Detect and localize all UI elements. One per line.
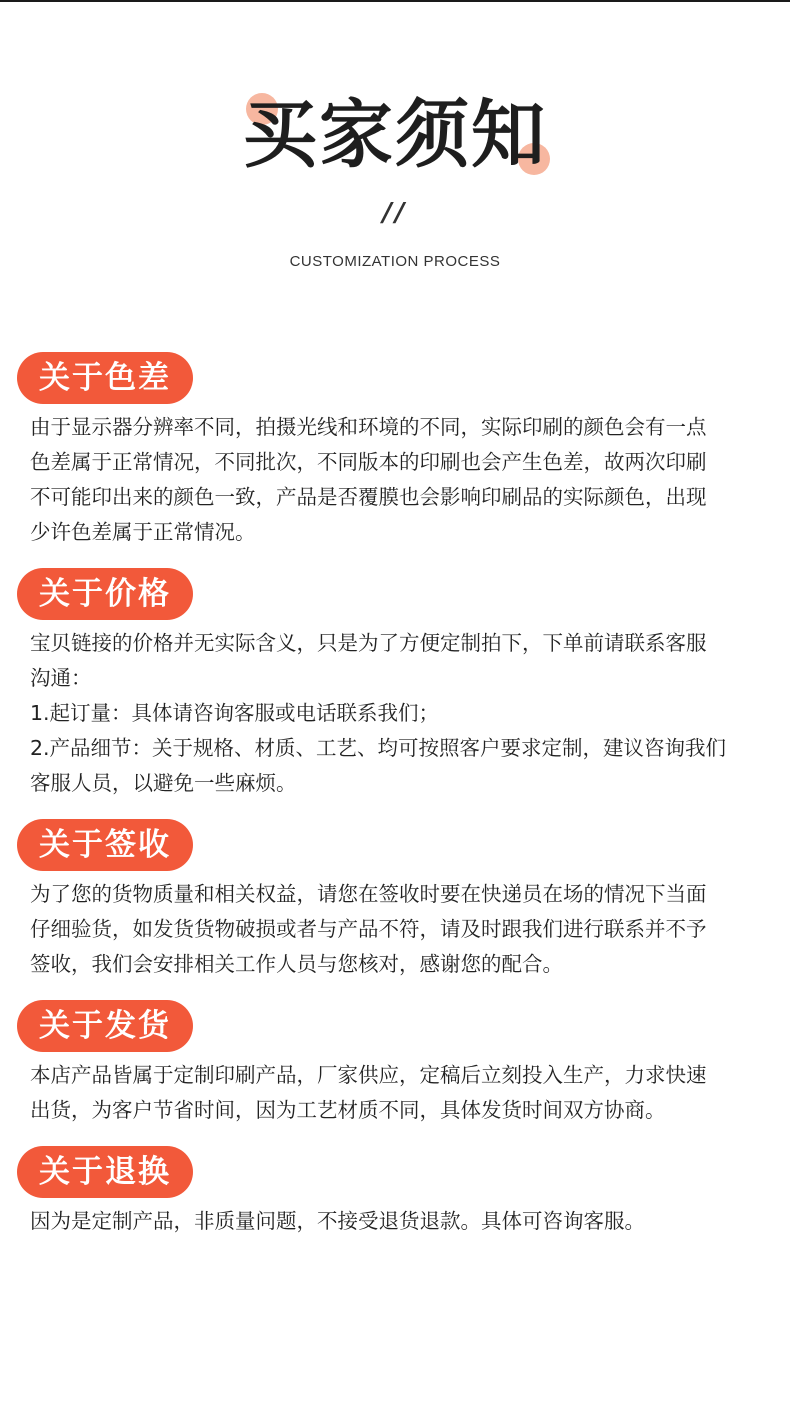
section-text-line: 客服人员，以避免一些麻烦。 (30, 771, 297, 795)
section-text-line: 色差属于正常情况，不同批次，不同版本的印刷也会产生色差，故两次印刷 (30, 450, 707, 474)
section-text-line: 本店产品皆属于定制印刷产品，厂家供应，定稿后立刻投入生产，力求快速 (30, 1063, 707, 1087)
section-body (30, 410, 778, 550)
section-body (30, 877, 778, 982)
section-text-line: 签收，我们会安排相关工作人员与您核对，感谢您的配合。 (30, 952, 563, 976)
section-color-difference (0, 352, 790, 550)
section-text-line: 不可能印出来的颜色一致，产品是否覆膜也会影响印刷品的实际颜色，出现 (30, 485, 707, 509)
section-text-line: 1.起订量：具体请咨询客服或电话联系我们； (30, 701, 440, 725)
section-badge: 关于签收 (17, 819, 193, 871)
notice-sections (0, 352, 790, 1257)
title-divider: // (382, 198, 408, 228)
section-text-line: 2.产品细节：关于规格、材质、工艺、均可按照客户要求定制，建议咨询我们 (30, 736, 727, 760)
page-subtitle: CUSTOMIZATION PROCESS (289, 253, 501, 270)
section-text-line: 出货，为客户节省时间，因为工艺材质不同，具体发货时间双方协商。 (30, 1098, 666, 1122)
page-title: 买家须知 (243, 92, 547, 178)
section-price (0, 568, 790, 801)
section-text-line: 因为是定制产品，非质量问题，不接受退货退款。具体可咨询客服。 (30, 1209, 645, 1233)
section-text-line: 沟通： (30, 666, 92, 690)
section-badge: 关于发货 (17, 1000, 193, 1052)
section-badge: 关于价格 (17, 568, 193, 620)
section-text-line: 为了您的货物质量和相关权益，请您在签收时要在快递员在场的情况下当面 (30, 882, 707, 906)
section-text-line: 仔细验货，如发货货物破损或者与产品不符，请及时跟我们进行联系并不予 (30, 917, 707, 941)
section-returns (0, 1146, 790, 1239)
section-text-line: 由于显示器分辨率不同，拍摄光线和环境的不同，实际印刷的颜色会有一点 (30, 415, 707, 439)
section-body (30, 1204, 778, 1239)
section-badge: 关于退换 (17, 1146, 193, 1198)
section-body (30, 626, 778, 801)
page-header (0, 0, 790, 300)
section-shipping (0, 1000, 790, 1128)
section-text-line: 少许色差属于正常情况。 (30, 520, 256, 544)
section-text-line: 宝贝链接的价格并无实际含义，只是为了方便定制拍下，下单前请联系客服 (30, 631, 707, 655)
section-body (30, 1058, 778, 1128)
section-signing (0, 819, 790, 982)
section-badge: 关于色差 (17, 352, 193, 404)
